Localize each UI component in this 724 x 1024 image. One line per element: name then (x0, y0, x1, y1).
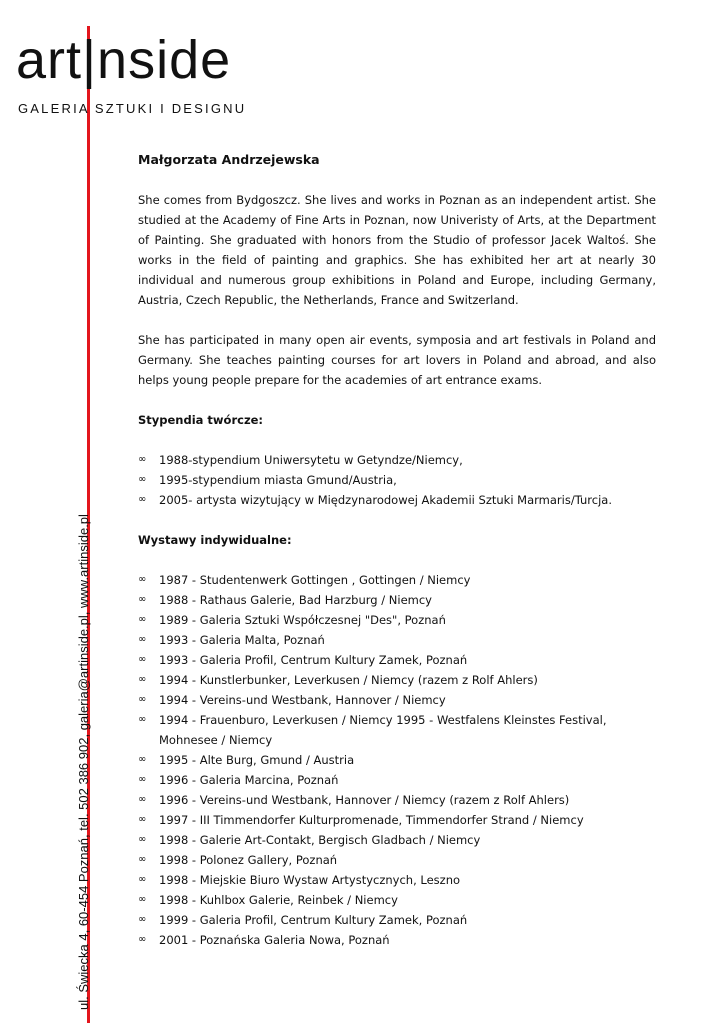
infinity-bullet-icon: ∞ (138, 774, 147, 785)
infinity-bullet-icon: ∞ (138, 634, 147, 645)
artist-name: Małgorzata Andrzejewska (138, 152, 320, 167)
list-item-text: 1994 - Kunstlerbunker, Leverkusen / Niemcy (razem z Rolf Ahlers) (159, 673, 538, 687)
list-item-text: 1997 - III Timmendorfer Kulturpromenade, Timmendorfer Strand / Niemcy (159, 813, 584, 827)
bio-paragraph: She has participated in many open air events, symposia and art festivals in Poland and Germany. She teaches painting courses for art lovers in Poland and abroad, and also helps young people prepare for the academies of art entrance exams. (138, 333, 656, 387)
list-item (138, 870, 656, 890)
infinity-bullet-icon: ∞ (138, 694, 147, 705)
exhibitions-heading: Wystawy indywidualne: (138, 533, 292, 547)
list-item-text: 1988 - Rathaus Galerie, Bad Harzburg / Niemcy (159, 593, 432, 607)
infinity-bullet-icon: ∞ (138, 814, 147, 825)
list-item (138, 650, 656, 670)
list-item-text: 1988-stypendium Uniwersytetu w Getyndze/Niemcy, (159, 453, 463, 467)
infinity-bullet-icon: ∞ (138, 474, 147, 485)
infinity-bullet-icon: ∞ (138, 794, 147, 805)
infinity-bullet-icon: ∞ (138, 654, 147, 665)
infinity-bullet-icon: ∞ (138, 674, 147, 685)
list-item (138, 910, 656, 930)
list-item-text: 1987 - Studentenwerk Gottingen , Gottingen / Niemcy (159, 573, 471, 587)
list-item (138, 630, 656, 650)
infinity-bullet-icon: ∞ (138, 574, 147, 585)
infinity-bullet-icon: ∞ (138, 614, 147, 625)
list-item-text: 2005- artysta wizytujący w Międzynarodowej Akademii Sztuki Marmaris/Turcja. (159, 493, 612, 507)
list-item (138, 750, 656, 770)
infinity-bullet-icon: ∞ (138, 714, 147, 725)
logo-tagline: GALERIA SZTUKI I DESIGNU (18, 101, 247, 116)
infinity-bullet-icon: ∞ (138, 494, 147, 505)
list-item-text: 1994 - Vereins-und Westbank, Hannover / Niemcy (159, 693, 446, 707)
scholarships-heading: Stypendia twórcze: (138, 413, 264, 427)
list-item-text: 1989 - Galeria Sztuki Współczesnej "Des", Poznań (159, 613, 446, 627)
scholarships-list (138, 450, 656, 510)
list-item-text: 1995-stypendium miasta Gmund/Austria, (159, 473, 397, 487)
list-item (138, 590, 656, 610)
list-item (138, 830, 656, 850)
list-item (138, 790, 656, 810)
infinity-bullet-icon: ∞ (138, 914, 147, 925)
bio-paragraph: She comes from Bydgoszcz. She lives and works in Poznan as an independent artist. She studied at the Academy of Fine Arts in Poznan, now Univeristy of Arts, at the Department of Painting. She graduated with honors from the Studio of professor Jacek Waltoś. She works in the field of painting and graphics. She has exhibited her art at nearly 30 individual and numerous group exhibitions in Poland and Europe, including Germany, Austria, Czech Republic, the Netherlands, France and Switzerland. (138, 193, 656, 307)
infinity-bullet-icon: ∞ (138, 454, 147, 465)
list-item (138, 930, 656, 950)
list-item-text: 1996 - Vereins-und Westbank, Hannover / Niemcy (razem z Rolf Ahlers) (159, 793, 570, 807)
list-item-text: 1996 - Galeria Marcina, Poznań (159, 773, 339, 787)
exhibitions-list (138, 570, 656, 950)
list-item (138, 810, 656, 830)
list-item-text: 1995 - Alte Burg, Gmund / Austria (159, 753, 355, 767)
list-item (138, 570, 656, 590)
list-item (138, 670, 656, 690)
infinity-bullet-icon: ∞ (138, 934, 147, 945)
infinity-bullet-icon: ∞ (138, 854, 147, 865)
infinity-bullet-icon: ∞ (138, 834, 147, 845)
sidebar-contact-info: ul. Świecka 4, 60-454 Poznań, tel. 502 386 902, galeria@artinside.pl, www.artinside.pl (76, 514, 91, 1010)
list-item-text: 1999 - Galeria Profil, Centrum Kultury Zamek, Poznań (159, 913, 468, 927)
logo-wordmark: art|nside (16, 30, 232, 90)
list-item (138, 490, 656, 510)
list-item (138, 470, 656, 490)
document-body (138, 150, 656, 970)
list-item (138, 710, 656, 750)
list-item (138, 690, 656, 710)
list-item-text: 1998 - Kuhlbox Galerie, Reinbek / Niemcy (159, 893, 398, 907)
list-item-text: 1994 - Frauenburo, Leverkusen / Niemcy 1995 - Westfalens Kleinstes Festival, Mohnesee / Niemcy (159, 713, 607, 747)
list-item-text: 1998 - Galerie Art-Contakt, Bergisch Gladbach / Niemcy (159, 833, 481, 847)
list-item (138, 610, 656, 630)
infinity-bullet-icon: ∞ (138, 754, 147, 765)
list-item-text: 1993 - Galeria Profil, Centrum Kultury Zamek, Poznań (159, 653, 468, 667)
infinity-bullet-icon: ∞ (138, 594, 147, 605)
infinity-bullet-icon: ∞ (138, 874, 147, 885)
list-item-text: 1998 - Miejskie Biuro Wystaw Artystycznych, Leszno (159, 873, 461, 887)
list-item (138, 890, 656, 910)
list-item (138, 450, 656, 470)
list-item (138, 850, 656, 870)
list-item-text: 1993 - Galeria Malta, Poznań (159, 633, 325, 647)
list-item-text: 2001 - Poznańska Galeria Nowa, Poznań (159, 933, 390, 947)
list-item (138, 770, 656, 790)
list-item-text: 1998 - Polonez Gallery, Poznań (159, 853, 338, 867)
infinity-bullet-icon: ∞ (138, 894, 147, 905)
